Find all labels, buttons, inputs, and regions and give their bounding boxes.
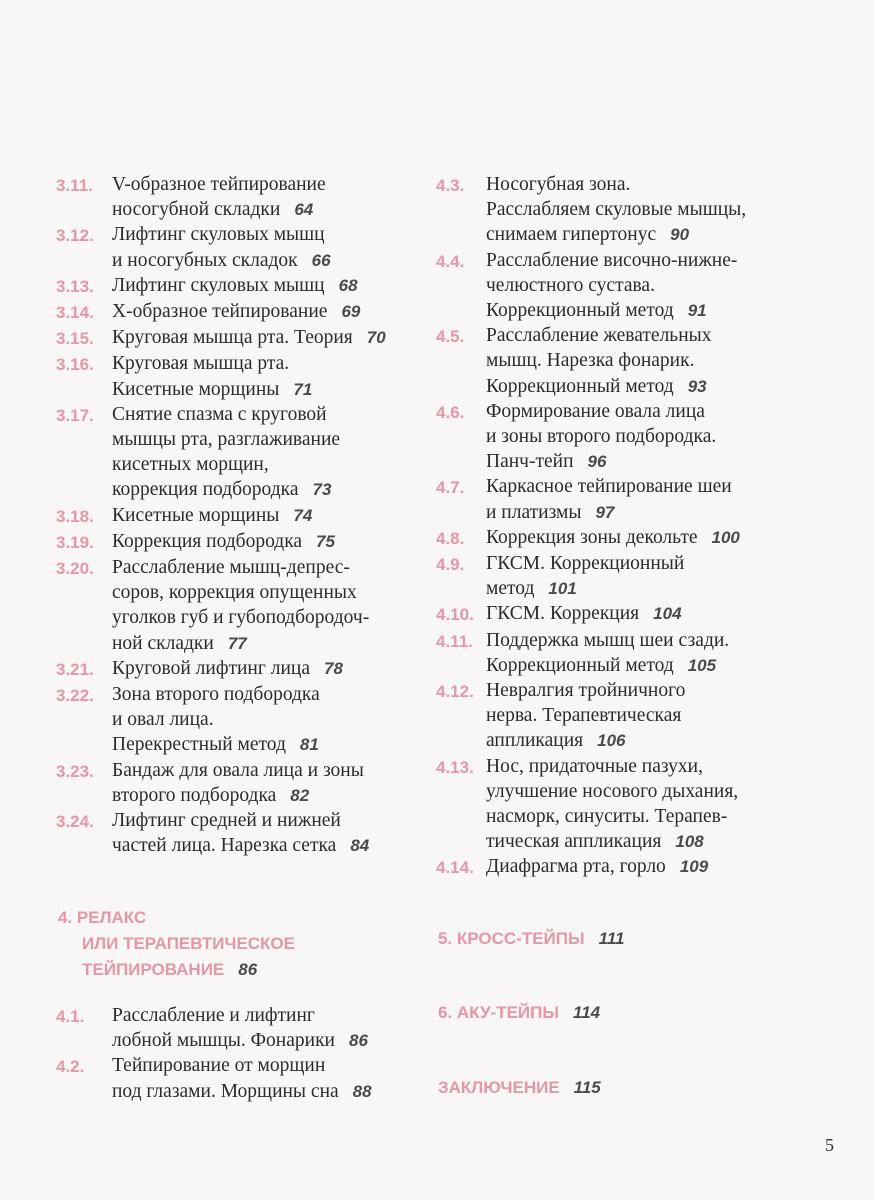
- conclusion-page: 115: [573, 1078, 601, 1097]
- toc-entry: [56, 808, 446, 858]
- toc-entry-line-text: Диафрагма рта, горло: [486, 856, 666, 878]
- toc-entry-line-text: Круговой лифтинг лица: [112, 657, 310, 679]
- toc-entry-line: [112, 273, 446, 298]
- section-4-line-2: ИЛИ ТЕРАПЕВТИЧЕСКОЕ: [82, 934, 295, 953]
- toc-entry-page: 84: [350, 836, 370, 856]
- toc-entry-number: 3.21.: [56, 659, 94, 679]
- toc-entry-line-text: аппликация: [486, 730, 584, 752]
- toc-entry-page: 77: [227, 633, 247, 653]
- toc-entry: [56, 172, 446, 222]
- toc-entry-line: [112, 222, 446, 247]
- toc-entry-line-text: ной складки: [112, 632, 214, 654]
- toc-entry-number: 4.11.: [436, 631, 473, 651]
- toc-entry-line: [112, 248, 446, 273]
- toc-entry: [436, 854, 816, 880]
- toc-entry: [56, 1053, 446, 1103]
- section-4-heading: [58, 905, 295, 983]
- toc-entry-line-text: и зоны второго подбородка.: [486, 426, 717, 448]
- toc-entry: [436, 525, 816, 551]
- toc-entry-number: 4.13.: [436, 757, 474, 777]
- toc-entry-line-text: уголков губ и губоподбородоч-: [112, 607, 370, 629]
- section-4-line-3: ТЕЙПИРОВАНИЕ: [82, 960, 225, 979]
- toc-entry-line-text: Круговая мышца рта.: [112, 353, 290, 375]
- toc-entry: [436, 628, 816, 678]
- toc-entry-line: [486, 197, 816, 222]
- toc-entry-line: [112, 605, 446, 630]
- toc-entry-number: 3.15.: [56, 329, 94, 349]
- toc-entry-line-text: Расслабление и лифтинг: [112, 1005, 315, 1026]
- toc-entry-line: [112, 833, 446, 858]
- toc-entry-title: [112, 273, 446, 298]
- toc-entry-number: 4.5.: [436, 327, 465, 347]
- toc-entry: [436, 474, 816, 524]
- toc-entry-line-text: лобной мышцы. Фонарики: [112, 1030, 335, 1052]
- toc-entry-title: [486, 601, 816, 626]
- toc-entry-line-text: улучшение носового дыхания,: [486, 780, 739, 802]
- toc-entry-line: [486, 298, 816, 323]
- toc-entry-line: [486, 424, 816, 449]
- toc-entry: [56, 529, 446, 555]
- toc-entry-title: [486, 678, 816, 754]
- toc-entry-line: [112, 427, 446, 452]
- toc-entry-page: 106: [597, 731, 626, 751]
- toc-entry-line: [486, 172, 816, 197]
- toc-entry-line: [112, 377, 446, 402]
- toc-entry-line: [486, 728, 816, 753]
- toc-entry-title: [112, 555, 446, 656]
- toc-entry-page: 82: [290, 785, 310, 805]
- toc-entry-line: [486, 474, 816, 499]
- toc-entry-line: [486, 854, 816, 879]
- toc-entry-page: 73: [312, 480, 332, 500]
- toc-entry-line-text: Коррекция зоны декольте: [486, 526, 698, 548]
- toc-entry: [56, 682, 446, 758]
- toc-entry-line-text: Нос, придаточные пазухи,: [486, 755, 703, 777]
- toc-entry-line-text: V-образное тейпирование: [112, 174, 326, 195]
- toc-entry-line-text: Панч-тейп: [486, 451, 574, 473]
- toc-entry-title: [486, 474, 816, 524]
- toc-entry-page: 86: [348, 1031, 368, 1051]
- toc-entry: [56, 555, 446, 656]
- toc-entry-page: 108: [675, 832, 704, 852]
- toc-entry-number: 3.11.: [56, 176, 93, 195]
- toc-entry-line-text: Тейпирование от морщин: [112, 1055, 326, 1077]
- toc-left-column: [56, 172, 446, 858]
- toc-entry-number: 4.14.: [436, 858, 474, 878]
- toc-entry: [56, 758, 446, 808]
- section-6-heading: [438, 1000, 600, 1026]
- toc-entry-number: 4.7.: [436, 478, 465, 498]
- toc-entry-title: [486, 854, 816, 879]
- section-5-heading: [438, 926, 624, 952]
- toc-entry-title: [112, 656, 446, 681]
- toc-entry-line: [112, 452, 446, 477]
- toc-entry-title: [112, 222, 446, 272]
- toc-entry-line-text: и овал лица.: [112, 709, 214, 731]
- toc-entry: [56, 1003, 446, 1053]
- toc-entry-line-text: Снятие спазма с круговой: [112, 403, 327, 425]
- toc-entry-line-text: частей лица. Нарезка сетка: [112, 835, 337, 857]
- toc-entry-title: [486, 323, 816, 399]
- toc-entry-line: [112, 477, 446, 502]
- toc-entry: [56, 351, 446, 401]
- toc-entry-title: [112, 299, 446, 324]
- conclusion-heading: [438, 1075, 601, 1101]
- toc-entry-page: 70: [366, 328, 386, 348]
- toc-entry-line-text: Расслабление мышц-депрес-: [112, 557, 350, 579]
- toc-entry-line: [486, 399, 816, 424]
- toc-entry-line: [486, 804, 816, 829]
- toc-entry-number: 4.1.: [56, 1007, 85, 1026]
- toc-entry-line-text: Формирование овала лица: [486, 400, 705, 422]
- toc-entry-page: 91: [687, 301, 707, 321]
- toc-entry-page: 93: [687, 376, 707, 396]
- toc-entry-line: [112, 783, 446, 808]
- toc-entry-number: 3.23.: [56, 761, 94, 781]
- toc-entry-line: [112, 682, 446, 707]
- toc-entry-title: [486, 399, 816, 475]
- toc-entry: [436, 248, 816, 324]
- toc-entry-line: [112, 325, 446, 350]
- toc-entry-line-text: Перекрестный метод: [112, 734, 286, 756]
- toc-entry-line-text: Кисетные морщины: [112, 378, 280, 400]
- toc-entry-line: [112, 631, 446, 656]
- toc-entry-line-text: Каркасное тейпирование шеи: [486, 476, 732, 498]
- toc-entry-number: 3.17.: [56, 405, 94, 425]
- toc-entry-number: 4.2.: [56, 1057, 85, 1077]
- toc-entry-line: [486, 248, 816, 273]
- toc-entry-page: 100: [711, 527, 740, 547]
- toc-entry-page: 101: [548, 579, 577, 599]
- toc-entry-line-text: Кисетные морщины: [112, 504, 280, 526]
- toc-entry-page: 66: [311, 250, 331, 270]
- toc-entry-title: [112, 402, 446, 503]
- toc-entry-line-text: Невралгия тройничного: [486, 680, 686, 702]
- toc-entry-title: [112, 682, 446, 758]
- section-4-page: 86: [238, 960, 258, 979]
- toc-entry: [56, 222, 446, 272]
- toc-entry-number: 3.16.: [56, 355, 94, 375]
- toc-entry-line: [486, 273, 816, 298]
- toc-entry-line: [486, 500, 816, 525]
- toc-entry-page: 109: [679, 857, 709, 877]
- toc-entry-line: [486, 829, 816, 854]
- toc-entry-line-text: коррекция подбородка: [112, 479, 299, 501]
- toc-entry-line-text: насморк, синуситы. Терапев-: [486, 806, 728, 828]
- toc-entry-number: 3.22.: [56, 686, 94, 706]
- toc-entry-line-text: ГКСМ. Коррекционный: [486, 553, 685, 575]
- toc-entry-line: [112, 758, 446, 783]
- toc-entry-title: [486, 551, 816, 601]
- toc-entry: [436, 399, 816, 475]
- toc-entry-title: [486, 172, 816, 248]
- toc-entry-line: [486, 449, 816, 474]
- toc-entry-line-text: Круговая мышца рта. Теория: [112, 327, 353, 349]
- toc-entry-line: [112, 299, 446, 324]
- toc-entry-page: 97: [595, 502, 615, 522]
- toc-entry-number: 4.9.: [436, 555, 465, 575]
- toc-entry-title: [112, 351, 446, 401]
- toc-entry-line: [112, 808, 446, 833]
- toc-entry-line: [112, 555, 446, 580]
- toc-entry-line: [112, 656, 446, 681]
- toc-entry-line: [112, 580, 446, 605]
- toc-entry-line: [112, 732, 446, 757]
- toc-entry-page: 69: [341, 302, 361, 322]
- toc-entry-line-text: Поддержка мышц шеи сзади.: [486, 629, 730, 651]
- toc-entry-page: 105: [687, 655, 717, 675]
- toc-entry-page: 64: [294, 200, 314, 220]
- toc-entry-line-text: Коррекционный метод: [486, 375, 674, 397]
- toc-entry: [436, 551, 816, 601]
- section-5-title: 5. КРОСС-ТЕЙПЫ: [438, 929, 585, 948]
- page-number: 5: [825, 1135, 834, 1155]
- toc-entry-line-text: Бандаж для овала лица и зоны: [112, 759, 364, 781]
- toc-entry-line-text: Носогубная зона.: [486, 174, 631, 195]
- toc-entry-line: [112, 529, 446, 554]
- toc-entry-line: [486, 754, 816, 779]
- toc-entry-line: [486, 703, 816, 728]
- toc-entry-number: 4.12.: [436, 682, 474, 702]
- toc-entry-line-text: мышц. Нарезка фонарик.: [486, 350, 695, 372]
- toc-entry-line: [112, 707, 446, 732]
- toc-entry-page: 96: [587, 452, 607, 472]
- toc-entry-title: [112, 1003, 446, 1053]
- toc-entry-line: [486, 525, 816, 550]
- toc-entry-number: 4.6.: [436, 402, 465, 422]
- toc-entry-line-text: мышцы рта, разглаживание: [112, 429, 341, 451]
- toc-entry-line: [486, 323, 816, 348]
- toc-entry-number: 3.20.: [56, 559, 94, 579]
- toc-entry-number: 3.12.: [56, 226, 94, 246]
- toc-entry-line: [112, 1003, 446, 1028]
- toc-entry-line: [112, 402, 446, 427]
- toc-entry: [436, 323, 816, 399]
- toc-entry-line: [486, 678, 816, 703]
- toc-entry-line: [112, 1028, 446, 1053]
- toc-entry-line-text: челюстного сустава.: [486, 274, 655, 296]
- toc-entry-line: [112, 172, 446, 197]
- toc-entry-line-text: и платизмы: [486, 501, 582, 523]
- toc-entry-number: 3.18.: [56, 506, 94, 526]
- toc-entry-line-text: и носогубных складок: [112, 249, 298, 271]
- toc-entry-title: [486, 525, 816, 550]
- toc-entry-line-text: нерва. Терапевтическая: [486, 705, 682, 727]
- toc-entry-line-text: второго подбородка: [112, 784, 277, 806]
- toc-entry-line: [486, 653, 816, 678]
- toc-entry-line-text: ГКСМ. Коррекция: [486, 603, 640, 625]
- toc-entry-title: [112, 172, 446, 222]
- toc-entry: [436, 678, 816, 754]
- toc-entry-title: [112, 529, 446, 554]
- toc-entry: [56, 325, 446, 351]
- toc-left-column-2: [56, 1003, 446, 1104]
- toc-entry-title: [112, 1053, 446, 1103]
- toc-entry-line-text: Лифтинг скуловых мышц: [112, 224, 325, 246]
- toc-entry-page: 75: [316, 531, 335, 551]
- toc-entry: [56, 656, 446, 682]
- toc-right-column: [436, 172, 816, 881]
- toc-entry-title: [112, 808, 446, 858]
- toc-entry-title: [112, 503, 446, 528]
- toc-entry-line: [486, 628, 816, 653]
- toc-entry-line: [112, 503, 446, 528]
- toc-entry-page: 78: [323, 658, 343, 678]
- toc-entry-line-text: Х-образное тейпирование: [112, 301, 328, 323]
- toc-entry-line: [112, 1053, 446, 1078]
- toc-entry-title: [486, 754, 816, 855]
- toc-entry-line-text: кисетных морщин,: [112, 454, 269, 476]
- toc-entry-number: 4.4.: [436, 251, 465, 271]
- toc-entry-line: [112, 197, 446, 222]
- toc-entry-line-text: Коррекционный метод: [486, 654, 674, 676]
- section-4-line-1: 4. РЕЛАКС: [58, 908, 147, 927]
- toc-entry: [56, 402, 446, 503]
- toc-entry-line-text: Расслабляем скуловые мышцы,: [486, 199, 747, 221]
- toc-entry-line-text: Лифтинг скуловых мышц: [112, 274, 325, 296]
- toc-entry-title: [486, 628, 816, 678]
- toc-entry-title: [112, 325, 446, 350]
- toc-entry-line: [112, 351, 446, 376]
- section-5-page: 111: [598, 929, 625, 948]
- toc-entry-page: 74: [293, 505, 313, 525]
- toc-entry-line: [486, 601, 816, 626]
- toc-entry-line-text: Коррекционный метод: [486, 300, 674, 322]
- toc-entry-number: 3.24.: [56, 812, 94, 832]
- toc-entry-page: 104: [653, 604, 682, 624]
- toc-entry-number: 4.10.: [436, 605, 474, 625]
- toc-entry-line: [486, 551, 816, 576]
- toc-entry: [56, 299, 446, 325]
- toc-entry-line: [486, 576, 816, 601]
- section-6-page: 114: [573, 1003, 601, 1022]
- toc-entry: [436, 754, 816, 855]
- toc-entry: [56, 273, 446, 299]
- toc-entry-number: 4.8.: [436, 528, 465, 548]
- conclusion-title: ЗАКЛЮЧЕНИЕ: [438, 1078, 560, 1097]
- toc-entry-line-text: тическая аппликация: [486, 831, 662, 853]
- toc-entry-line-text: метод: [486, 578, 535, 600]
- toc-entry-page: 68: [338, 275, 358, 295]
- toc-entry-number: 3.19.: [56, 532, 94, 552]
- toc-entry-page: 90: [670, 225, 690, 245]
- toc-entry-page: 71: [293, 379, 313, 399]
- toc-entry-line-text: под глазами. Морщины сна: [112, 1080, 339, 1102]
- toc-entry-number: 3.14.: [56, 303, 94, 323]
- toc-entry: [436, 601, 816, 627]
- toc-entry-title: [486, 248, 816, 324]
- toc-entry-line: [112, 1079, 446, 1104]
- toc-entry-title: [112, 758, 446, 808]
- toc-entry-line-text: соров, коррекция опущенных: [112, 582, 357, 604]
- toc-entry-line-text: Расслабление височно-нижне-: [486, 249, 738, 271]
- toc-entry-line-text: носогубной складки: [112, 199, 281, 221]
- section-6-title: 6. АКУ-ТЕЙПЫ: [438, 1003, 560, 1022]
- toc-entry-line-text: Коррекция подбородка: [112, 530, 303, 552]
- toc-entry: [56, 503, 446, 529]
- toc-entry-line: [486, 348, 816, 373]
- toc-entry-page: 81: [299, 735, 319, 755]
- toc-entry-line-text: Зона второго подбородка: [112, 684, 320, 706]
- toc-entry-line-text: Лифтинг средней и нижней: [112, 810, 341, 832]
- toc-entry-line: [486, 374, 816, 399]
- toc-entry-number: 3.13.: [56, 276, 94, 296]
- toc-entry: [436, 172, 816, 248]
- toc-entry-line: [486, 222, 816, 247]
- toc-entry-page: 88: [352, 1081, 372, 1101]
- toc-entry-line-text: Расслабление жевательных: [486, 325, 712, 347]
- toc-entry-number: 4.3.: [436, 176, 465, 195]
- toc-entry-line: [486, 779, 816, 804]
- toc-entry-line-text: снимаем гипертонус: [486, 224, 657, 246]
